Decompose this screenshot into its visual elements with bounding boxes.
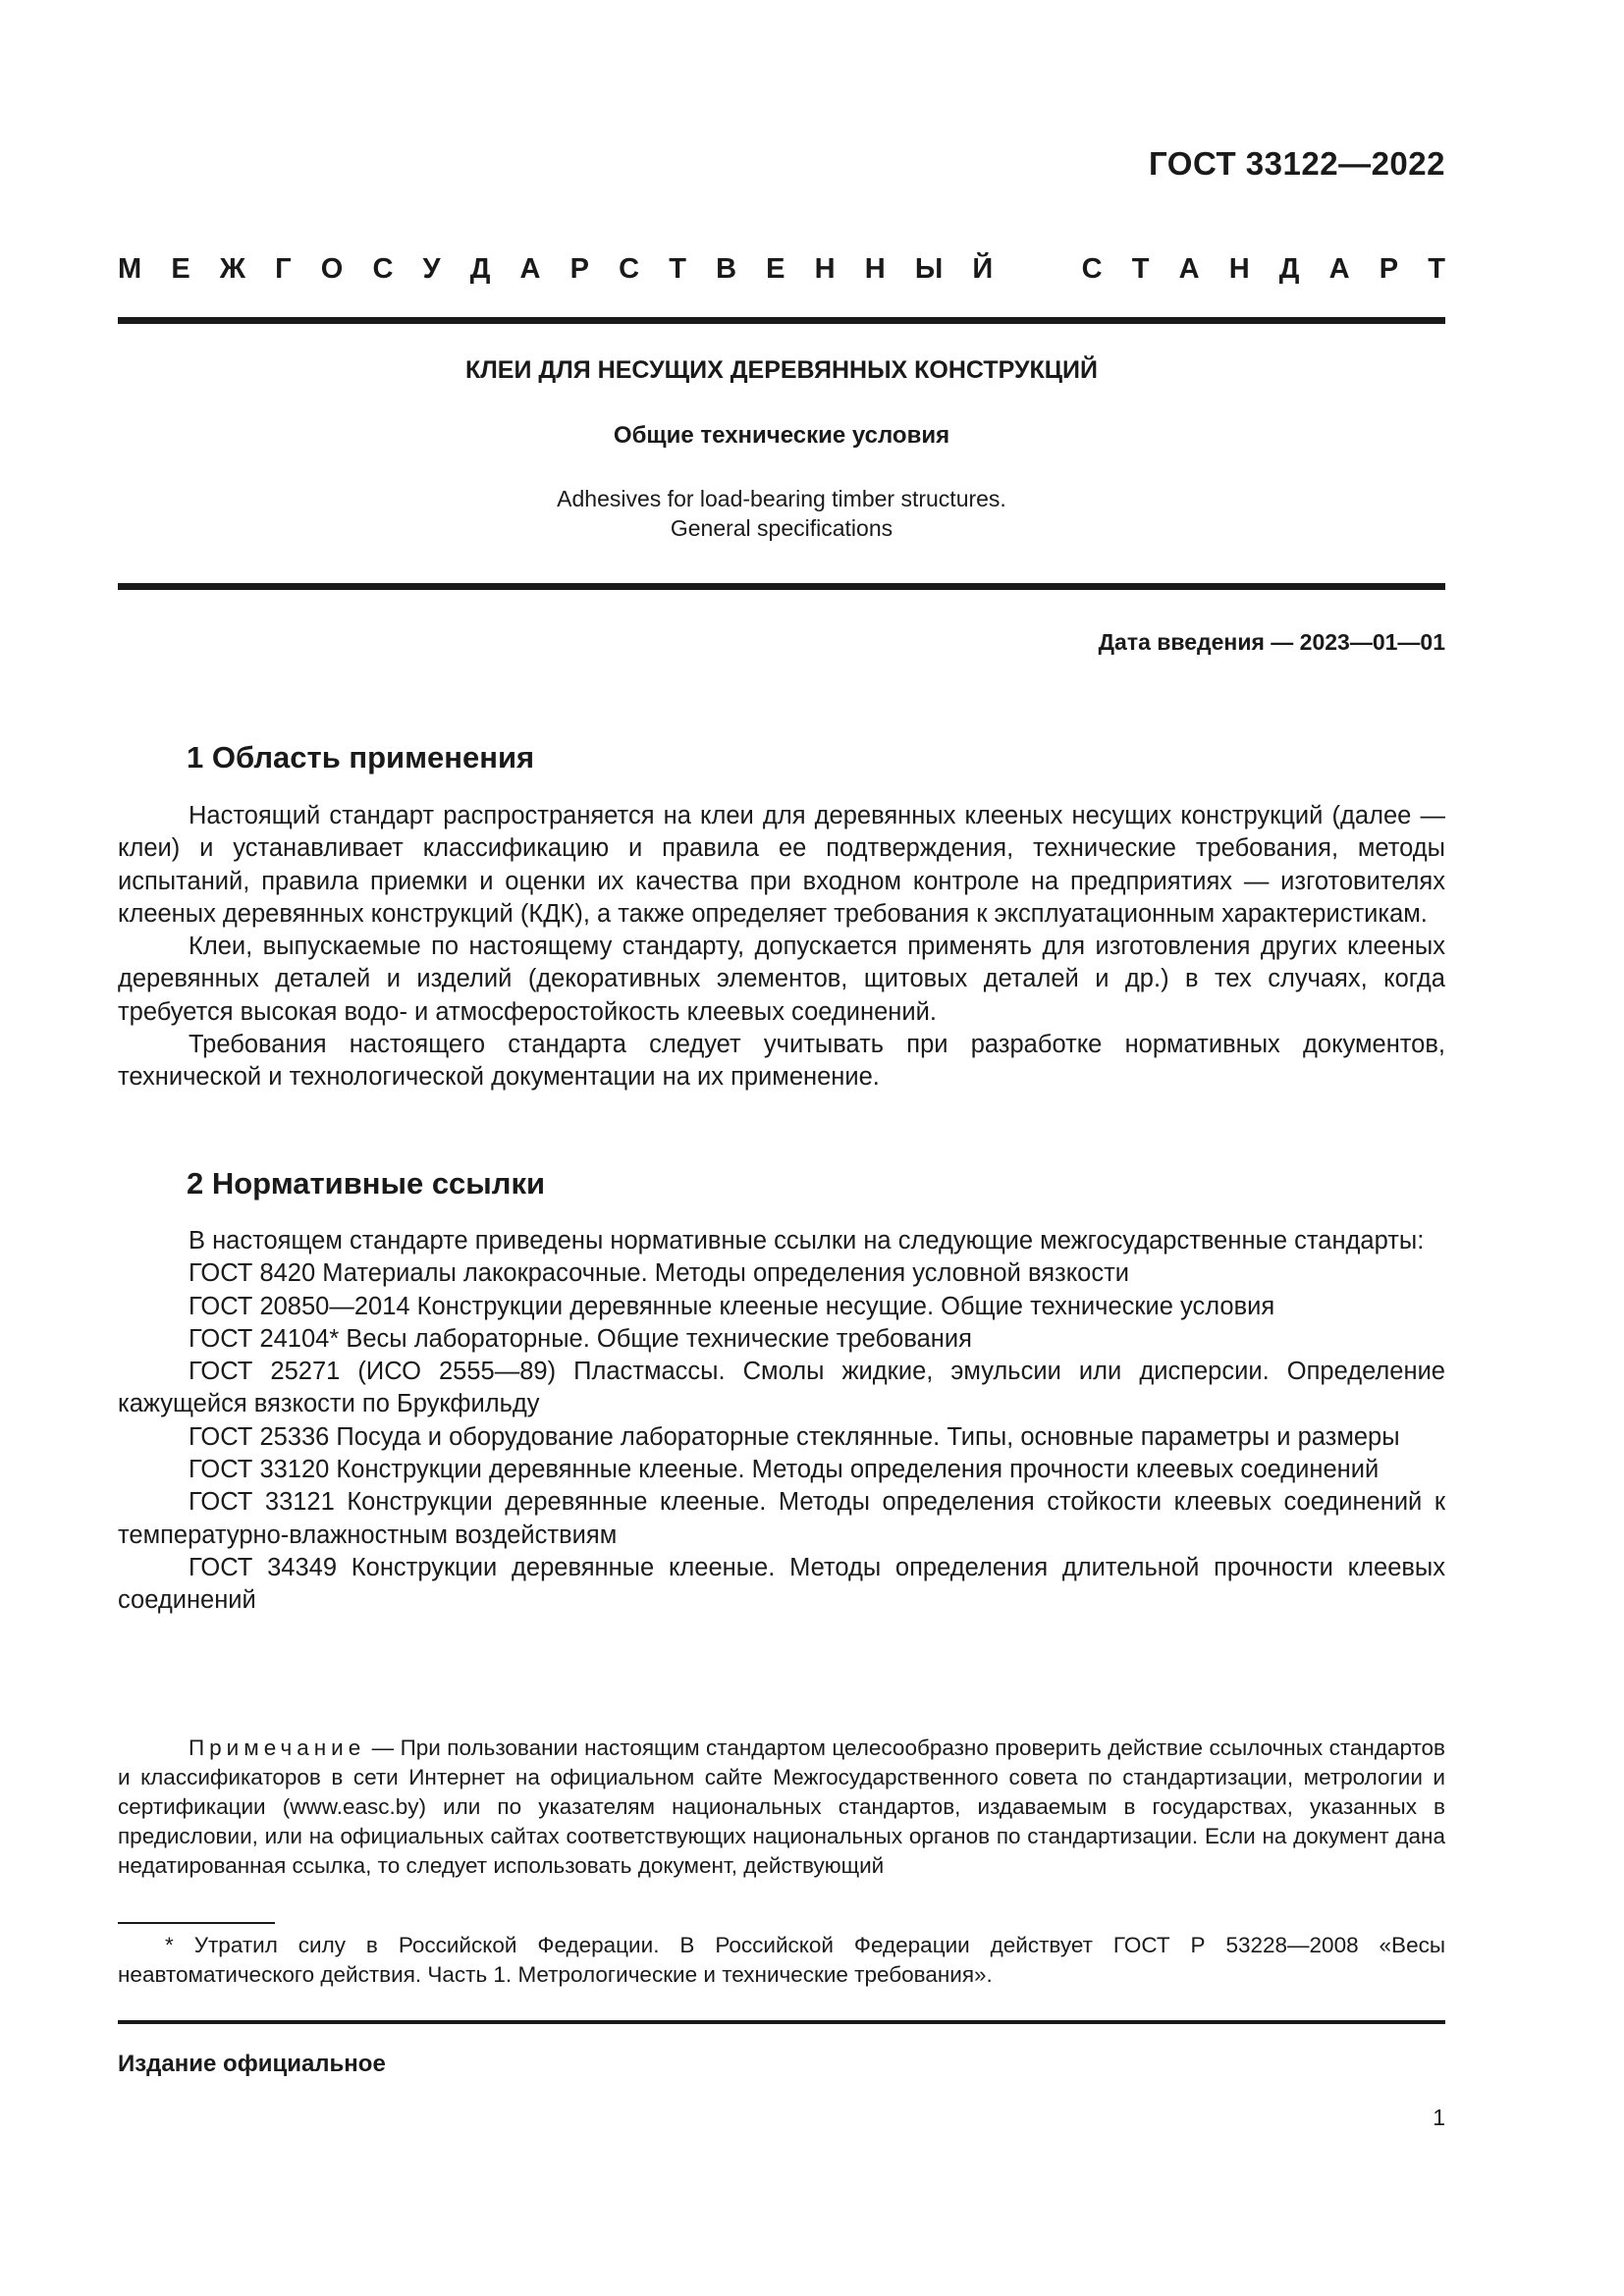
section-heading-scope: 1 Область применения [187, 740, 535, 774]
banner-letter: Д [1278, 253, 1300, 285]
banner-letter: Е [171, 253, 190, 285]
note-text: — При пользовании настоящим стандартом целесообразно проверить действие ссылочных стандартов и классификаторов в сети Интернет на официальном сайте Межгосударственного совета по стандартизации, метрологии и сертификации (www.easc.by) или по указателям национальных стандартов, издаваемым в государствах, указанных в предисловии, или на официальных сайтах соответствующих национальных органов по стандартизации. Если на документ дана недатированная ссылка, то следует использовать документ, действующий [118, 1735, 1445, 1878]
document-title: КЛЕИ ДЛЯ НЕСУЩИХ ДЕРЕВЯННЫХ КОНСТРУКЦИЙ [465, 356, 1098, 384]
banner-letter: О [320, 253, 344, 285]
banner-letter: М [118, 253, 142, 285]
reference-item: ГОСТ 33120 Конструкции деревянные клееные. Методы определения прочности клеевых соединений [189, 1456, 1380, 1484]
banner-letter: Ж [219, 253, 246, 285]
banner-letter: Т [669, 253, 686, 285]
title-divider [118, 583, 1445, 590]
document-number: ГОСТ 33122—2022 [1149, 145, 1445, 182]
english-title-line: Adhesives for load-bearing timber structures. [557, 486, 1006, 511]
section-body-scope [118, 800, 1445, 1095]
banner-letter: У [422, 253, 441, 285]
reference-item: ГОСТ 33121 Конструкции деревянные клееные. Методы определения стойкости клеевых соединений к температурно-влажностным воздействиям [118, 1488, 1445, 1549]
english-title-line: General specifications [670, 515, 893, 541]
banner-letter: Е [766, 253, 785, 285]
banner-letter: Г [275, 253, 292, 285]
note-paragraph [118, 1734, 1445, 1881]
paragraph: В настоящем стандарте приведены нормативные ссылки на следующие межгосударственные стандарты: [189, 1227, 1425, 1255]
standard-type-banner [118, 253, 1445, 286]
banner-letter: С [372, 253, 394, 285]
section-heading-references: 2 Нормативные ссылки [187, 1166, 546, 1201]
banner-letter: Н [864, 253, 886, 285]
reference-item: ГОСТ 20850—2014 Конструкции деревянные клееные несущие. Общие технические условия [189, 1292, 1275, 1320]
paragraph: Настоящий стандарт распространяется на клеи для деревянных клееных несущих конструкций (далее — клеи) и устанавливает классификацию и правила ее подтверждения, технические требования, методы испытаний, правила приемки и оценки их качества при входном контроле на предприятиях — изготовителях клееных деревянных конструкций (КДК), а также определяет требования к эксплуатационным характеристикам. [118, 802, 1445, 928]
note [118, 1734, 1445, 1881]
banner-letter: С [619, 253, 640, 285]
footnote-divider [118, 1922, 275, 1924]
introduction-date: Дата введения — 2023—01—01 [1098, 629, 1445, 655]
banner-letter: Т [1131, 253, 1150, 285]
section-body-references [118, 1225, 1445, 1618]
page-number: 1 [1433, 2105, 1445, 2130]
banner-letter: Н [814, 253, 836, 285]
banner-letter: Р [1379, 253, 1399, 285]
banner-letter: Т [1428, 253, 1445, 285]
reference-item: ГОСТ 25271 (ИСО 2555—89) Пластмассы. Смолы жидкие, эмульсии или дисперсии. Определение кажущейся вязкости по Брукфильду [118, 1358, 1445, 1418]
english-title [118, 484, 1445, 543]
banner-letter: Д [469, 253, 491, 285]
banner-letter: Р [569, 253, 589, 285]
banner-letter: Ы [914, 253, 944, 285]
banner-letter: Н [1228, 253, 1250, 285]
banner-letter: А [1328, 253, 1350, 285]
edition-label: Издание официальное [118, 2051, 386, 2077]
footer-divider [118, 2020, 1445, 2024]
reference-item: ГОСТ 34349 Конструкции деревянные клееные. Методы определения длительной прочности клеевых соединений [118, 1553, 1445, 1615]
document-subtitle: Общие технические условия [613, 422, 950, 449]
reference-item: ГОСТ 8420 Материалы лакокрасочные. Методы определения условной вязкости [189, 1259, 1130, 1288]
note-label: Примечание [189, 1735, 366, 1760]
banner-letter: С [1081, 253, 1103, 285]
paragraph: Клеи, выпускаемые по настоящему стандарту, допускается применять для изготовления других клееных деревянных деталей и изделий (декоративных элементов, щитовых деталей и др.) в тех случаях, когда требуется высокая водо- и атмосферостойкость клеевых соединений. [118, 933, 1445, 1026]
reference-item: ГОСТ 24104* Весы лабораторные. Общие технические требования [189, 1324, 972, 1353]
banner-letter: В [716, 253, 737, 285]
banner-letter: А [1178, 253, 1200, 285]
footnote-text: * Утратил силу в Российской Федерации. В Российской Федерации действует ГОСТ Р 53228—2008 «Весы неавтоматического действия. Часть 1. Метрологические и технические требования». [118, 1933, 1445, 1987]
footnote [118, 1931, 1445, 1990]
banner-letter: Й [972, 253, 994, 285]
banner-letter: А [519, 253, 541, 285]
reference-item: ГОСТ 25336 Посуда и оборудование лабораторные стеклянные. Типы, основные параметры и размеры [189, 1422, 1400, 1451]
header-divider [118, 317, 1445, 324]
paragraph: Требования настоящего стандарта следует учитывать при разработке нормативных документов, технической и технологической документации на их применение. [118, 1031, 1445, 1092]
